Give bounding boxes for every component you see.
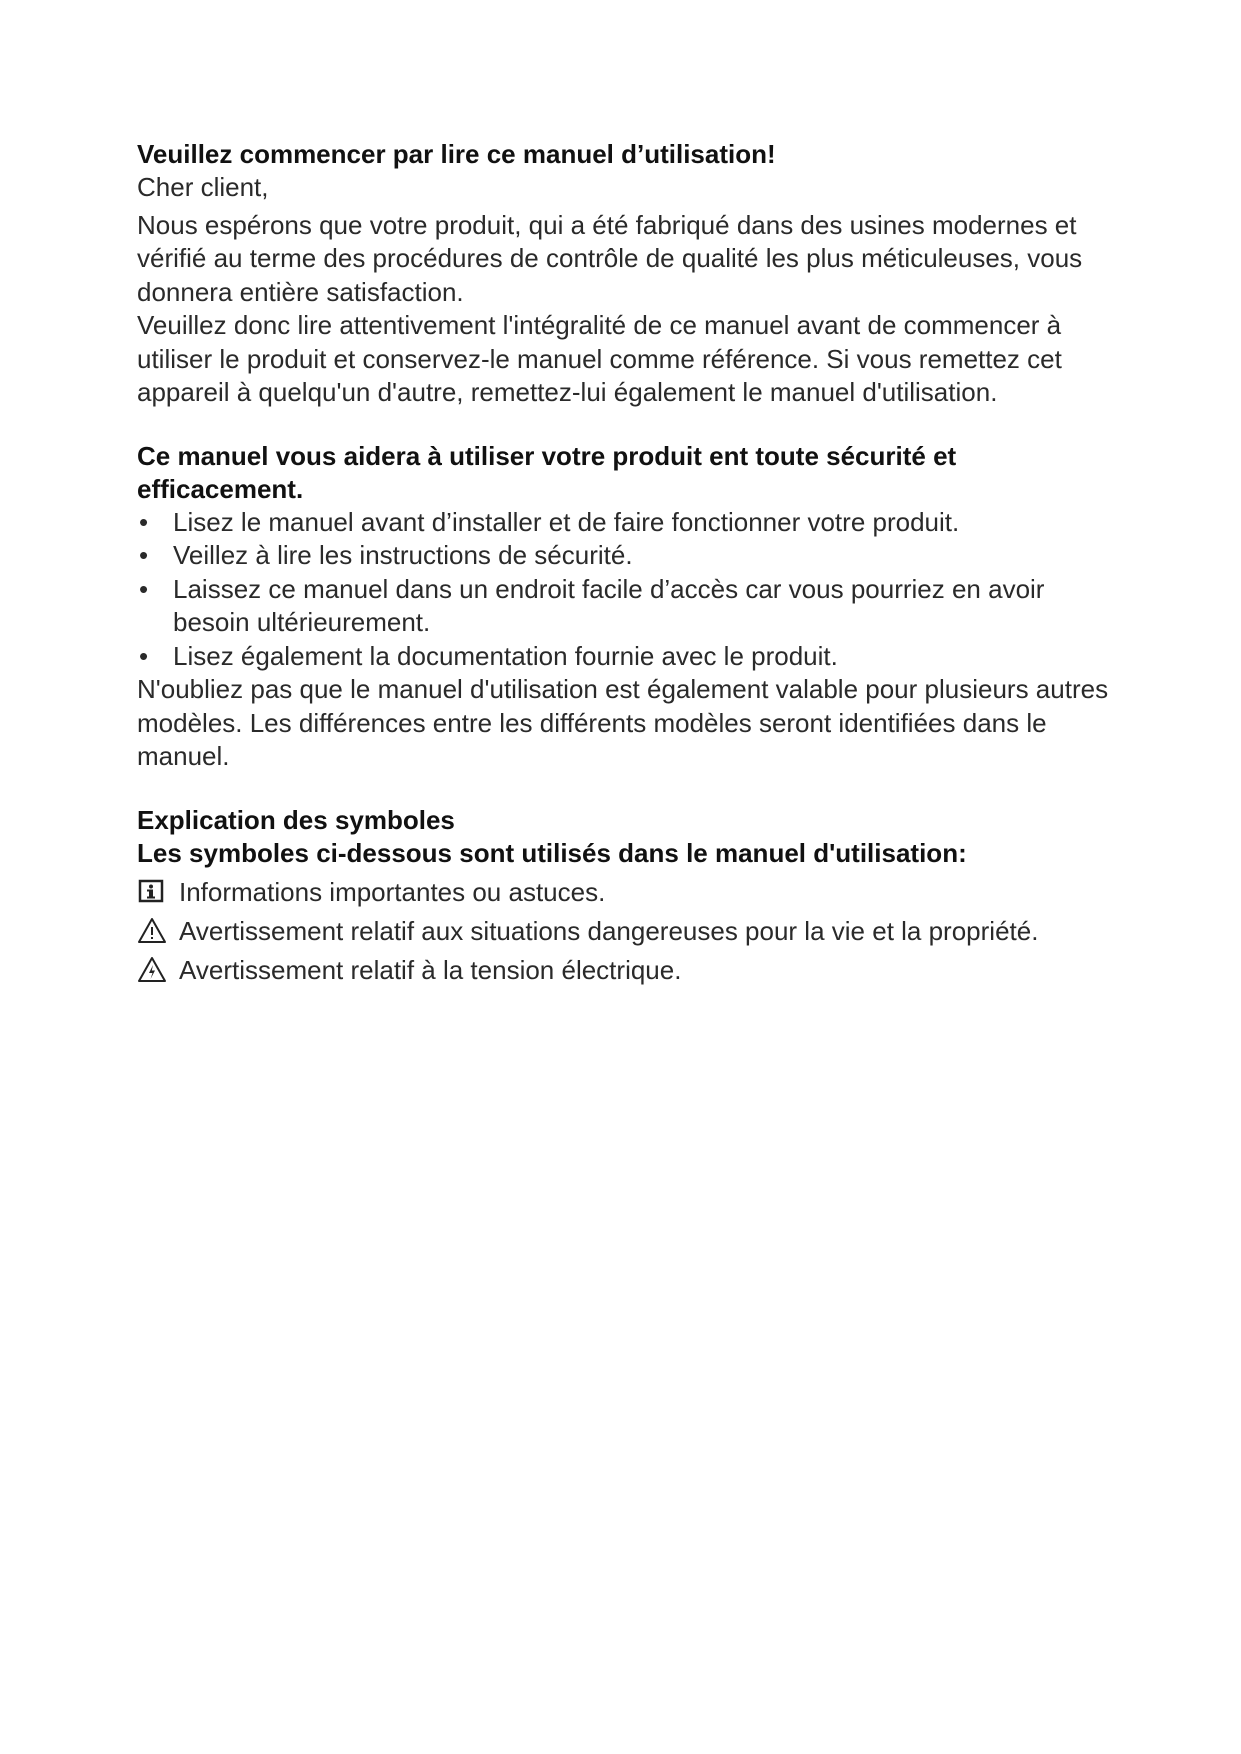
- bullet-icon: •: [139, 540, 149, 570]
- intro-paragraph-2: Veuillez donc lire attentivement l'intégralité de ce manuel avant de commencer à utiliser le produit et conservez-le manuel comme référence. Si vous remettez cet appareil à quelqu'un d'autre, remettez-lui également le manuel d'utilisation.: [137, 310, 1062, 407]
- bullet-icon: •: [139, 640, 149, 671]
- info-icon: [137, 877, 167, 907]
- help-bullet-list: [137, 506, 1117, 674]
- symbols-subtitle: Les symboles ci-dessous sont utilisés dans le manuel d'utilisation:: [137, 837, 967, 868]
- list-item: • Veillez à lire les instructions de sécurité.: [137, 539, 1117, 573]
- symbol-warning-text: Avertissement relatif aux situations dangereuses pour la vie et la propriété.: [179, 915, 1039, 946]
- bullet-icon: •: [139, 573, 149, 604]
- warning-icon: [137, 916, 167, 946]
- bullet-icon: •: [139, 506, 149, 537]
- salutation: Cher client,: [137, 172, 269, 202]
- symbol-row-electric: [137, 954, 1117, 987]
- symbol-row-warning: [137, 915, 1117, 948]
- list-item: • Lisez également la documentation fournie avec le produit.: [137, 640, 1117, 674]
- electric-warning-icon: [137, 955, 167, 985]
- intro-paragraph-1: Nous espérons que votre produit, qui a été fabriqué dans des usines modernes et vérifié au terme des procédures de contrôle de qualité les plus méticuleuses, vous donnera entière satisfaction.: [137, 209, 1083, 307]
- list-item: • Lisez le manuel avant d’installer et de faire fonctionner votre produit.: [137, 506, 1117, 540]
- list-item: • Laissez ce manuel dans un endroit facile d’accès car vous pourriez en avoir besoin ultérieurement.: [139, 573, 1045, 637]
- symbol-info-text: Informations importantes ou astuces.: [179, 876, 606, 907]
- symbol-row-info: [137, 876, 1117, 909]
- models-note: N'oubliez pas que le manuel d'utilisation est également valable pour plusieurs autres modèles. Les différences entre les différents modèles seront identifiées dans le manuel.: [137, 674, 1109, 771]
- intro-title: Veuillez commencer par lire ce manuel d’utilisation!: [137, 139, 776, 169]
- symbol-electric-text: Avertissement relatif à la tension électrique.: [179, 954, 682, 985]
- help-title: Ce manuel vous aidera à utiliser votre produit ent toute sécurité et efficacement.: [137, 440, 957, 504]
- symbols-title: Explication des symboles: [137, 804, 455, 835]
- manual-page: [137, 138, 1117, 987]
